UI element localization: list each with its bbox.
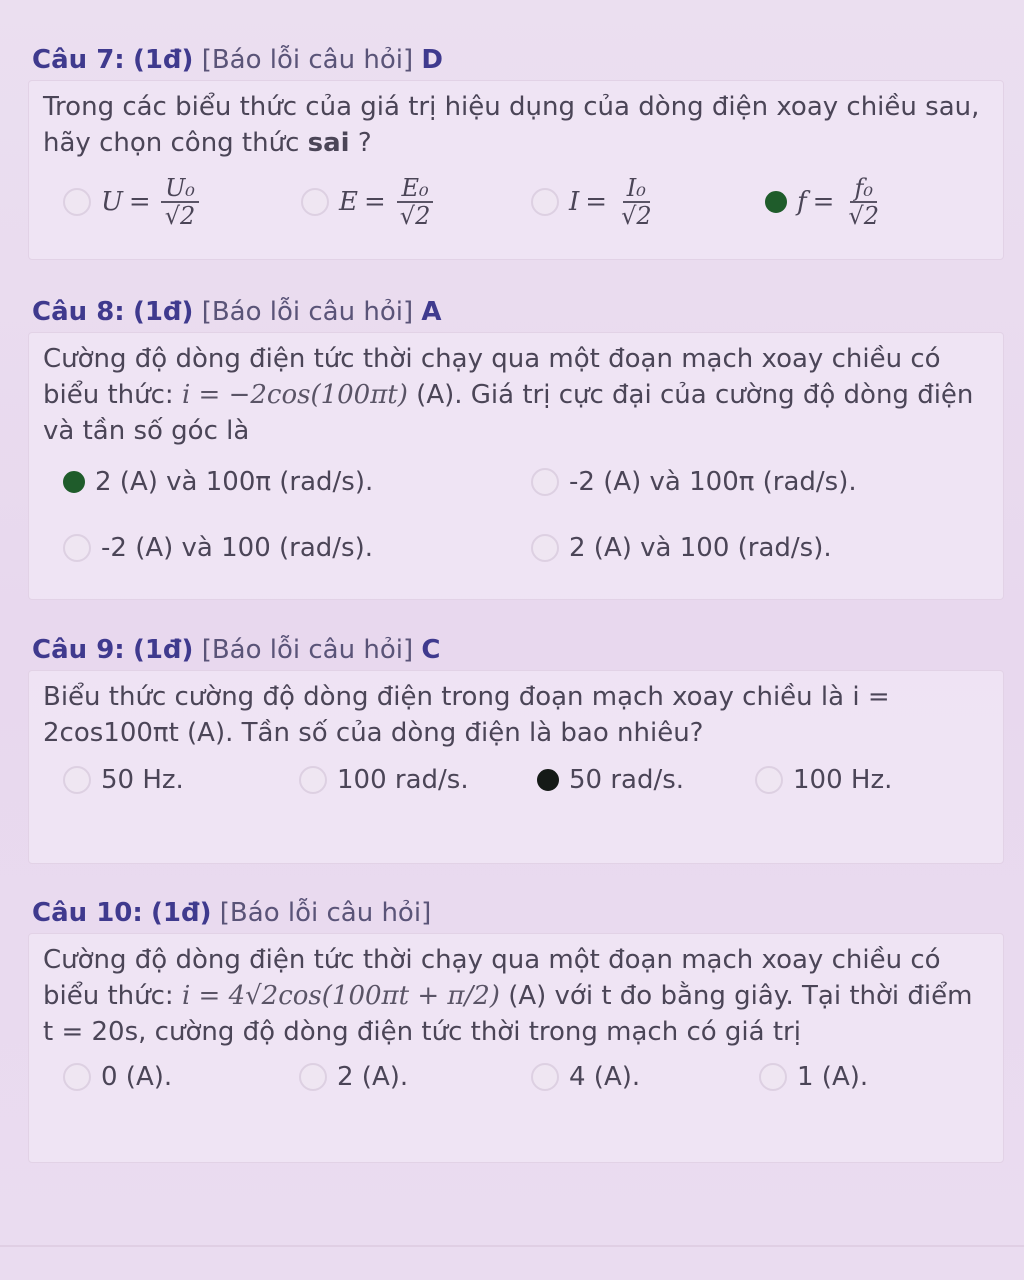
option-c[interactable] <box>531 1062 640 1092</box>
question-number: Câu 10: <box>32 898 143 928</box>
option-b[interactable] <box>299 765 469 795</box>
radio-button-selected[interactable] <box>765 191 787 213</box>
formula-lhs: I <box>569 187 580 217</box>
option-d[interactable] <box>755 765 892 795</box>
option-c[interactable] <box>531 175 656 229</box>
option-c[interactable] <box>63 533 373 563</box>
radio-button[interactable] <box>299 766 327 794</box>
answer-key: C <box>421 635 441 665</box>
option-label: 50 rad/s. <box>569 765 685 795</box>
question-number: Câu 7: <box>32 45 125 75</box>
option-label: 2 (A) và 100 (rad/s). <box>569 533 832 563</box>
divider <box>0 1245 1024 1247</box>
question-text-part: (A). Giá trị cực đại của cường độ dòng điện và tần số góc là <box>43 380 974 446</box>
question-header <box>28 893 1004 933</box>
option-d[interactable] <box>765 175 883 229</box>
question-number: Câu 9: <box>32 635 125 665</box>
radio-button-selected[interactable] <box>537 769 559 791</box>
question-text-part: Cường độ dòng điện tức thời chạy qua một đoạn mạch xoay chiều có biểu thức: <box>43 344 941 410</box>
options-group <box>43 1058 989 1114</box>
equals-sign: = <box>128 187 151 217</box>
radio-button[interactable] <box>301 188 329 216</box>
report-error-link[interactable]: [Báo lỗi câu hỏi] <box>201 635 414 665</box>
question-text: Biểu thức cường độ dòng điện trong đoạn mạch xoay chiều là i = 2cos100πt (A). Tần số của dòng điện là bao nhiêu? <box>43 682 890 748</box>
question-text-part: Cường độ dòng điện tức thời chạy qua một đoạn mạch xoay chiều có biểu thức: <box>43 945 941 1011</box>
radio-button[interactable] <box>63 1063 91 1091</box>
fraction <box>161 175 200 229</box>
option-d[interactable] <box>531 533 832 563</box>
option-formula <box>101 175 199 229</box>
report-error-link[interactable]: [Báo lỗi câu hỏi] <box>201 297 414 327</box>
radio-button[interactable] <box>299 1063 327 1091</box>
question-10 <box>28 893 1004 1163</box>
option-formula <box>339 175 434 229</box>
option-a[interactable] <box>63 467 373 497</box>
option-label: 1 (A). <box>797 1062 869 1092</box>
equals-sign: = <box>812 187 835 217</box>
question-points: (1đ) <box>132 297 194 327</box>
option-label: 4 (A). <box>569 1062 641 1092</box>
radio-button[interactable] <box>63 534 91 562</box>
option-formula <box>569 175 656 229</box>
radio-button[interactable] <box>63 188 91 216</box>
formula-lhs: U <box>101 187 123 217</box>
option-b[interactable] <box>531 467 857 497</box>
radio-button[interactable] <box>531 468 559 496</box>
radio-button[interactable] <box>755 766 783 794</box>
radio-button-selected[interactable] <box>63 471 85 493</box>
fraction <box>844 175 883 229</box>
question-text <box>43 942 989 1050</box>
question-9 <box>28 630 1004 864</box>
question-header <box>28 630 1004 670</box>
fraction-numerator: E₀ <box>397 175 432 203</box>
fraction-denominator: √2 <box>621 202 652 230</box>
question-header <box>28 292 1004 332</box>
question-body <box>28 80 1004 260</box>
option-c[interactable] <box>537 765 684 795</box>
option-b[interactable] <box>301 175 434 229</box>
option-label: 100 rad/s. <box>337 765 469 795</box>
fraction-numerator: f₀ <box>850 175 877 203</box>
radio-button[interactable] <box>759 1063 787 1091</box>
question-body <box>28 670 1004 864</box>
radio-button[interactable] <box>531 534 559 562</box>
fraction <box>617 175 656 229</box>
option-label: 2 (A). <box>337 1062 409 1092</box>
option-a[interactable] <box>63 1062 172 1092</box>
question-formula: i = 4√2cos(100πt + π/2) <box>181 981 500 1011</box>
question-8 <box>28 292 1004 600</box>
equals-sign: = <box>363 187 386 217</box>
option-a[interactable] <box>63 175 199 229</box>
question-points: (1đ) <box>132 635 194 665</box>
question-text <box>43 89 989 161</box>
question-text-part: (A) với t đo bằng giây. Tại thời điểm t = 20s, cường độ dòng điện tức thời trong mạch có giá trị <box>43 981 973 1047</box>
answer-key: A <box>421 297 442 327</box>
formula-lhs: f <box>797 187 807 217</box>
question-text <box>43 341 989 449</box>
fraction-denominator: √2 <box>399 202 431 230</box>
question-header <box>28 40 1004 80</box>
options-group <box>43 759 989 815</box>
fraction <box>396 175 435 229</box>
option-b[interactable] <box>299 1062 408 1092</box>
radio-button[interactable] <box>531 1063 559 1091</box>
option-label: 2 (A) và 100π (rad/s). <box>95 467 374 497</box>
radio-button[interactable] <box>63 766 91 794</box>
answer-key: D <box>421 45 443 75</box>
question-text-emphasis: sai <box>307 128 350 158</box>
question-points: (1đ) <box>151 898 212 928</box>
fraction-denominator: √2 <box>848 202 879 230</box>
report-error-link[interactable]: [Báo lỗi câu hỏi] <box>219 898 432 928</box>
option-label: 0 (A). <box>101 1062 173 1092</box>
question-text-part: ? <box>349 128 372 158</box>
formula-lhs: E <box>339 187 358 217</box>
question-number: Câu 8: <box>32 297 125 327</box>
option-label: -2 (A) và 100π (rad/s). <box>569 467 857 497</box>
question-formula: i = −2cos(100πt) <box>181 380 408 410</box>
question-text-part: Trong các biểu thức của giá trị hiệu dụng của dòng điện xoay chiều sau, hãy chọn công thức <box>43 92 980 158</box>
option-formula <box>797 175 883 229</box>
radio-button[interactable] <box>531 188 559 216</box>
report-error-link[interactable]: [Báo lỗi câu hỏi] <box>201 45 414 75</box>
options-group <box>43 457 989 587</box>
option-label: 100 Hz. <box>793 765 893 795</box>
question-7 <box>28 40 1004 260</box>
options-group <box>43 169 989 243</box>
fraction-denominator: √2 <box>164 202 196 230</box>
option-d[interactable] <box>759 1062 868 1092</box>
equals-sign: = <box>585 187 608 217</box>
question-points: (1đ) <box>132 45 194 75</box>
option-label: -2 (A) và 100 (rad/s). <box>101 533 373 563</box>
question-body <box>28 332 1004 600</box>
option-label: 50 Hz. <box>101 765 184 795</box>
option-a[interactable] <box>63 765 184 795</box>
fraction-numerator: I₀ <box>623 175 650 203</box>
fraction-numerator: U₀ <box>161 175 199 203</box>
question-body <box>28 933 1004 1163</box>
